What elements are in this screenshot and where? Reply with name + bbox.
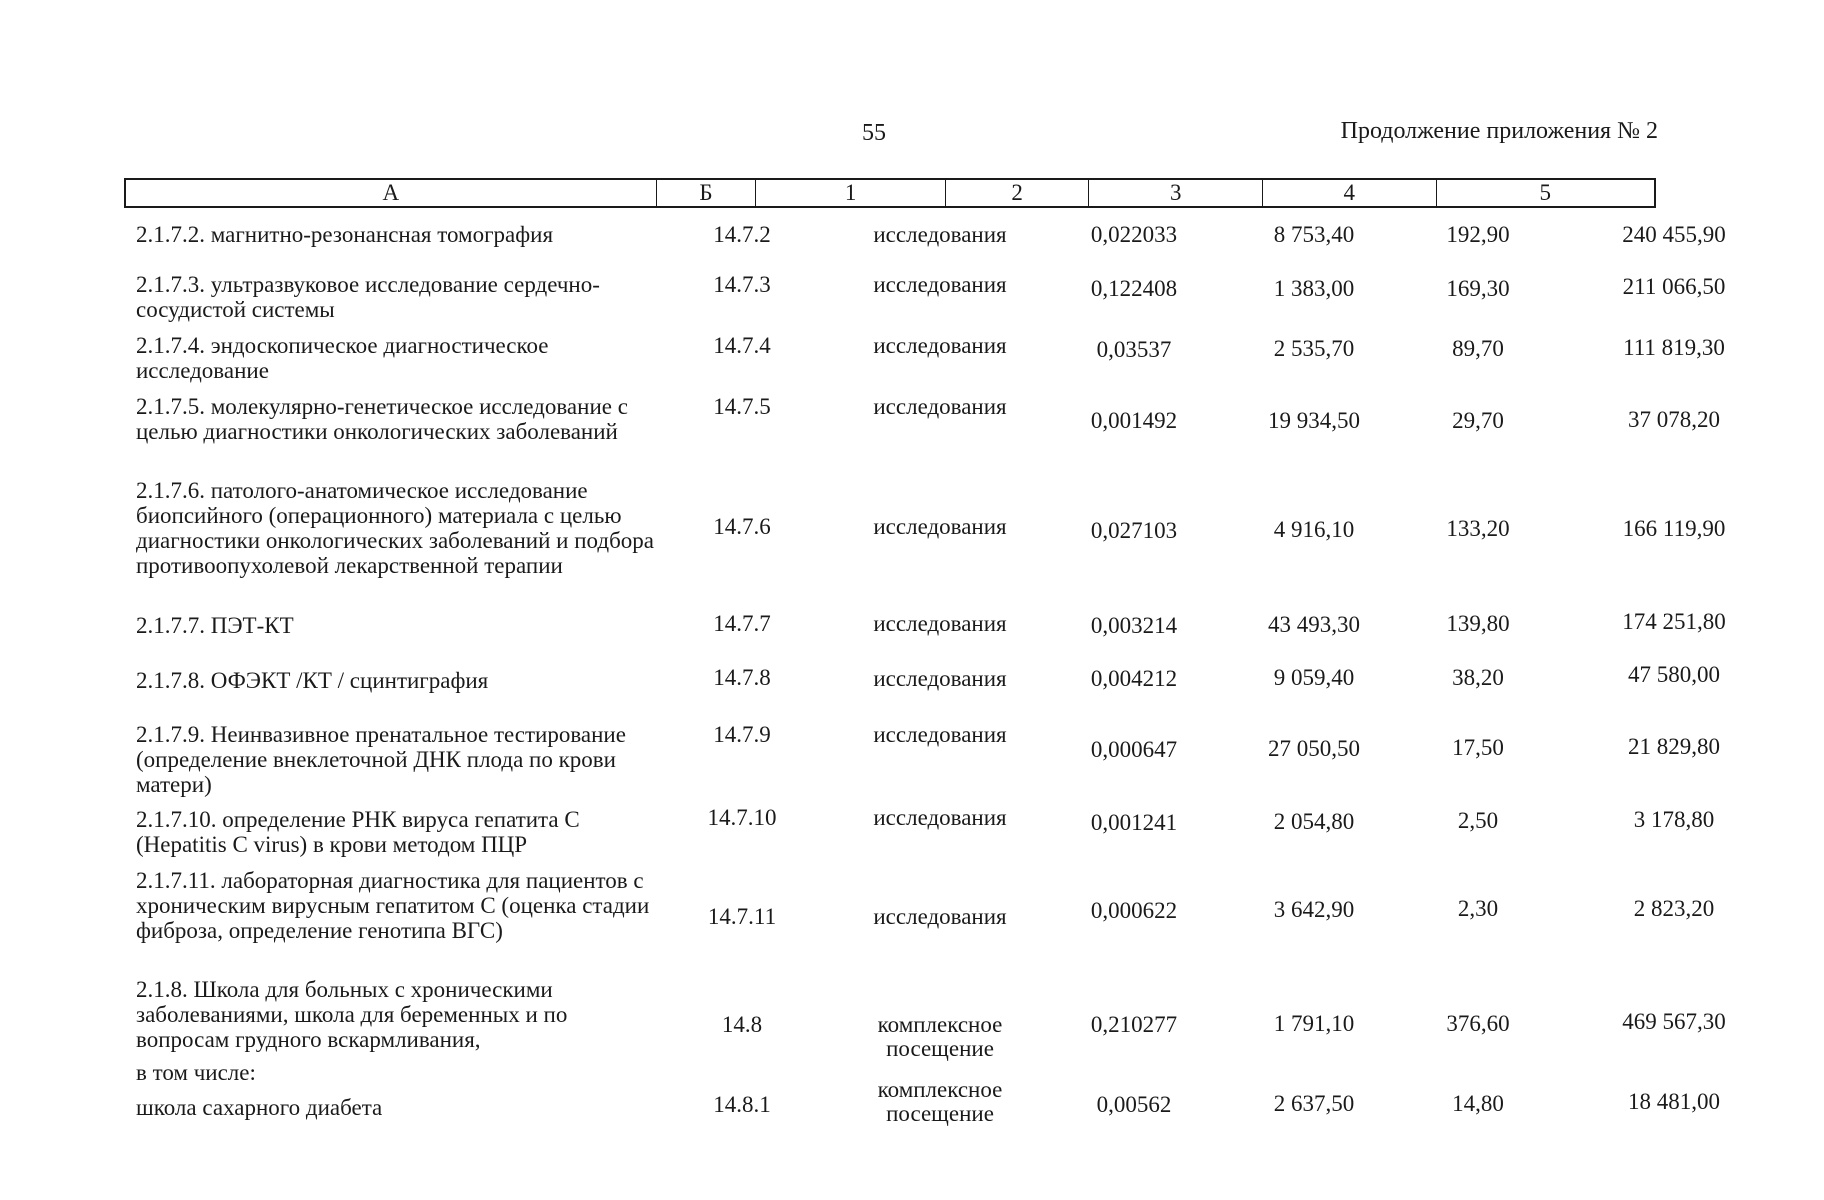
row-col-2: 0,003214 xyxy=(1090,613,1178,638)
row-col-5: 211 066,50 xyxy=(1622,274,1726,299)
row-col-5: 240 455,90 xyxy=(1622,222,1726,247)
row-col-3: 8 753,40 xyxy=(1273,222,1355,247)
row-col-2: 0,000622 xyxy=(1090,898,1178,923)
row-unit: исследования xyxy=(873,394,1007,419)
row-col-4: 38,20 xyxy=(1452,665,1504,690)
row-code: 14.7.10 xyxy=(707,805,777,830)
row-unit: исследования xyxy=(873,611,1007,636)
row-col-5: 3 178,80 xyxy=(1633,807,1715,832)
row-name: в том числе: xyxy=(136,1060,256,1085)
row-name: 2.1.7.7. ПЭТ-КТ xyxy=(136,613,294,638)
header-col-3: 3 xyxy=(1089,180,1263,206)
row-col-5: 47 580,00 xyxy=(1628,662,1720,687)
row-name: 2.1.7.11. лабораторная диагностика для пациентов с хроническим вирусным гепатитом С (оценка стадии фиброза, определение генотипа ВГС) xyxy=(136,868,650,943)
header-col-4: 4 xyxy=(1263,180,1437,206)
row-code: 14.7.3 xyxy=(713,272,771,297)
row-unit: комплексное посещение xyxy=(877,1077,1003,1126)
row-col-2: 0,122408 xyxy=(1090,276,1178,301)
row-col-3: 19 934,50 xyxy=(1268,408,1360,433)
row-name: 2.1.7.6. патолого-анатомическое исследование биопсийного (операционного) материала с целью диагностики онкологических заболеваний и подбора противоопухолевой лекарственной терапии xyxy=(136,478,654,578)
row-code: 14.7.4 xyxy=(713,333,771,358)
row-col-5: 18 481,00 xyxy=(1628,1089,1720,1114)
row-col-4: 139,80 xyxy=(1446,611,1510,636)
row-col-3: 1 791,10 xyxy=(1273,1011,1355,1036)
row-col-2: 0,022033 xyxy=(1090,222,1178,247)
row-col-5: 2 823,20 xyxy=(1633,896,1715,921)
row-code: 14.7.8 xyxy=(713,665,771,690)
row-col-2: 0,001492 xyxy=(1090,408,1178,433)
row-col-4: 29,70 xyxy=(1452,408,1504,433)
row-code: 14.8 xyxy=(721,1012,763,1037)
row-name: 2.1.7.5. молекулярно-генетическое исследование с целью диагностики онкологических заболеваний xyxy=(136,394,628,444)
row-col-5: 469 567,30 xyxy=(1622,1009,1726,1034)
row-code: 14.7.2 xyxy=(713,222,771,247)
row-code: 14.8.1 xyxy=(713,1092,771,1117)
row-name: 2.1.8. Школа для больных с хроническими заболеваниями, школа для беременных и по вопросам грудного вскармливания, xyxy=(136,977,568,1052)
row-name: 2.1.7.3. ультразвуковое исследование сердечно-сосудистой системы xyxy=(136,272,600,322)
row-name: 2.1.7.2. магнитно-резонансная томография xyxy=(136,222,554,247)
row-col-4: 14,80 xyxy=(1452,1091,1504,1116)
row-unit: комплексное посещение xyxy=(877,1012,1003,1061)
row-col-5: 21 829,80 xyxy=(1628,734,1720,759)
header-col-b: Б xyxy=(657,180,757,206)
row-col-3: 2 637,50 xyxy=(1273,1091,1355,1116)
row-col-2: 0,001241 xyxy=(1090,810,1178,835)
row-col-5: 174 251,80 xyxy=(1622,609,1726,634)
row-col-3: 2 535,70 xyxy=(1273,336,1355,361)
row-col-3: 1 383,00 xyxy=(1273,276,1355,301)
row-col-4: 89,70 xyxy=(1452,336,1504,361)
row-name: 2.1.7.8. ОФЭКТ /КТ / сцинтиграфия xyxy=(136,668,489,693)
row-col-2: 0,027103 xyxy=(1090,518,1178,543)
row-col-2: 0,00562 xyxy=(1096,1092,1172,1117)
row-unit: исследования xyxy=(873,805,1007,830)
header-col-a: А xyxy=(126,180,657,206)
row-code: 14.7.7 xyxy=(713,611,771,636)
header-col-1: 1 xyxy=(756,180,946,206)
row-col-4: 169,30 xyxy=(1446,276,1510,301)
row-col-2: 0,000647 xyxy=(1090,737,1178,762)
header-col-2: 2 xyxy=(946,180,1090,206)
row-col-2: 0,004212 xyxy=(1090,666,1178,691)
row-name: 2.1.7.4. эндоскопическое диагностическое исследование xyxy=(136,333,549,383)
row-col-3: 3 642,90 xyxy=(1273,897,1355,922)
row-col-4: 192,90 xyxy=(1446,222,1510,247)
row-unit: исследования xyxy=(873,272,1007,297)
row-col-4: 2,50 xyxy=(1457,808,1499,833)
row-col-3: 43 493,30 xyxy=(1268,612,1360,637)
row-unit: исследования xyxy=(873,666,1007,691)
row-name: школа сахарного диабета xyxy=(136,1095,383,1120)
row-col-5: 37 078,20 xyxy=(1628,407,1720,432)
table-header xyxy=(124,178,1656,208)
row-unit: исследования xyxy=(873,222,1007,247)
row-col-3: 4 916,10 xyxy=(1273,517,1355,542)
row-col-4: 2,30 xyxy=(1457,896,1499,921)
row-col-4: 376,60 xyxy=(1446,1011,1510,1036)
row-col-5: 111 819,30 xyxy=(1623,335,1725,360)
row-unit: исследования xyxy=(873,333,1007,358)
row-code: 14.7.9 xyxy=(713,722,771,747)
row-col-4: 133,20 xyxy=(1446,516,1510,541)
row-col-3: 2 054,80 xyxy=(1273,809,1355,834)
row-col-2: 0,03537 xyxy=(1096,337,1172,362)
row-unit: исследования xyxy=(873,514,1007,539)
row-unit: исследования xyxy=(873,904,1007,929)
page-caption: Продолжение приложения № 2 xyxy=(1340,118,1658,144)
row-col-3: 9 059,40 xyxy=(1273,665,1355,690)
header-col-5: 5 xyxy=(1539,180,1552,205)
row-col-2: 0,210277 xyxy=(1090,1012,1178,1037)
page-number: 55 xyxy=(862,120,886,146)
row-unit: исследования xyxy=(873,722,1007,747)
row-code: 14.7.6 xyxy=(713,514,771,539)
row-code: 14.7.11 xyxy=(707,904,777,929)
row-col-3: 27 050,50 xyxy=(1268,736,1360,761)
row-col-4: 17,50 xyxy=(1452,735,1504,760)
row-name: 2.1.7.9. Неинвазивное пренатальное тестирование (определение внеклеточной ДНК плода по крови матери) xyxy=(136,722,626,797)
row-code: 14.7.5 xyxy=(713,394,771,419)
row-name: 2.1.7.10. определение РНК вируса гепатита С (Hepatitis C virus) в крови методом ПЦР xyxy=(136,807,580,857)
row-col-5: 166 119,90 xyxy=(1622,516,1726,541)
